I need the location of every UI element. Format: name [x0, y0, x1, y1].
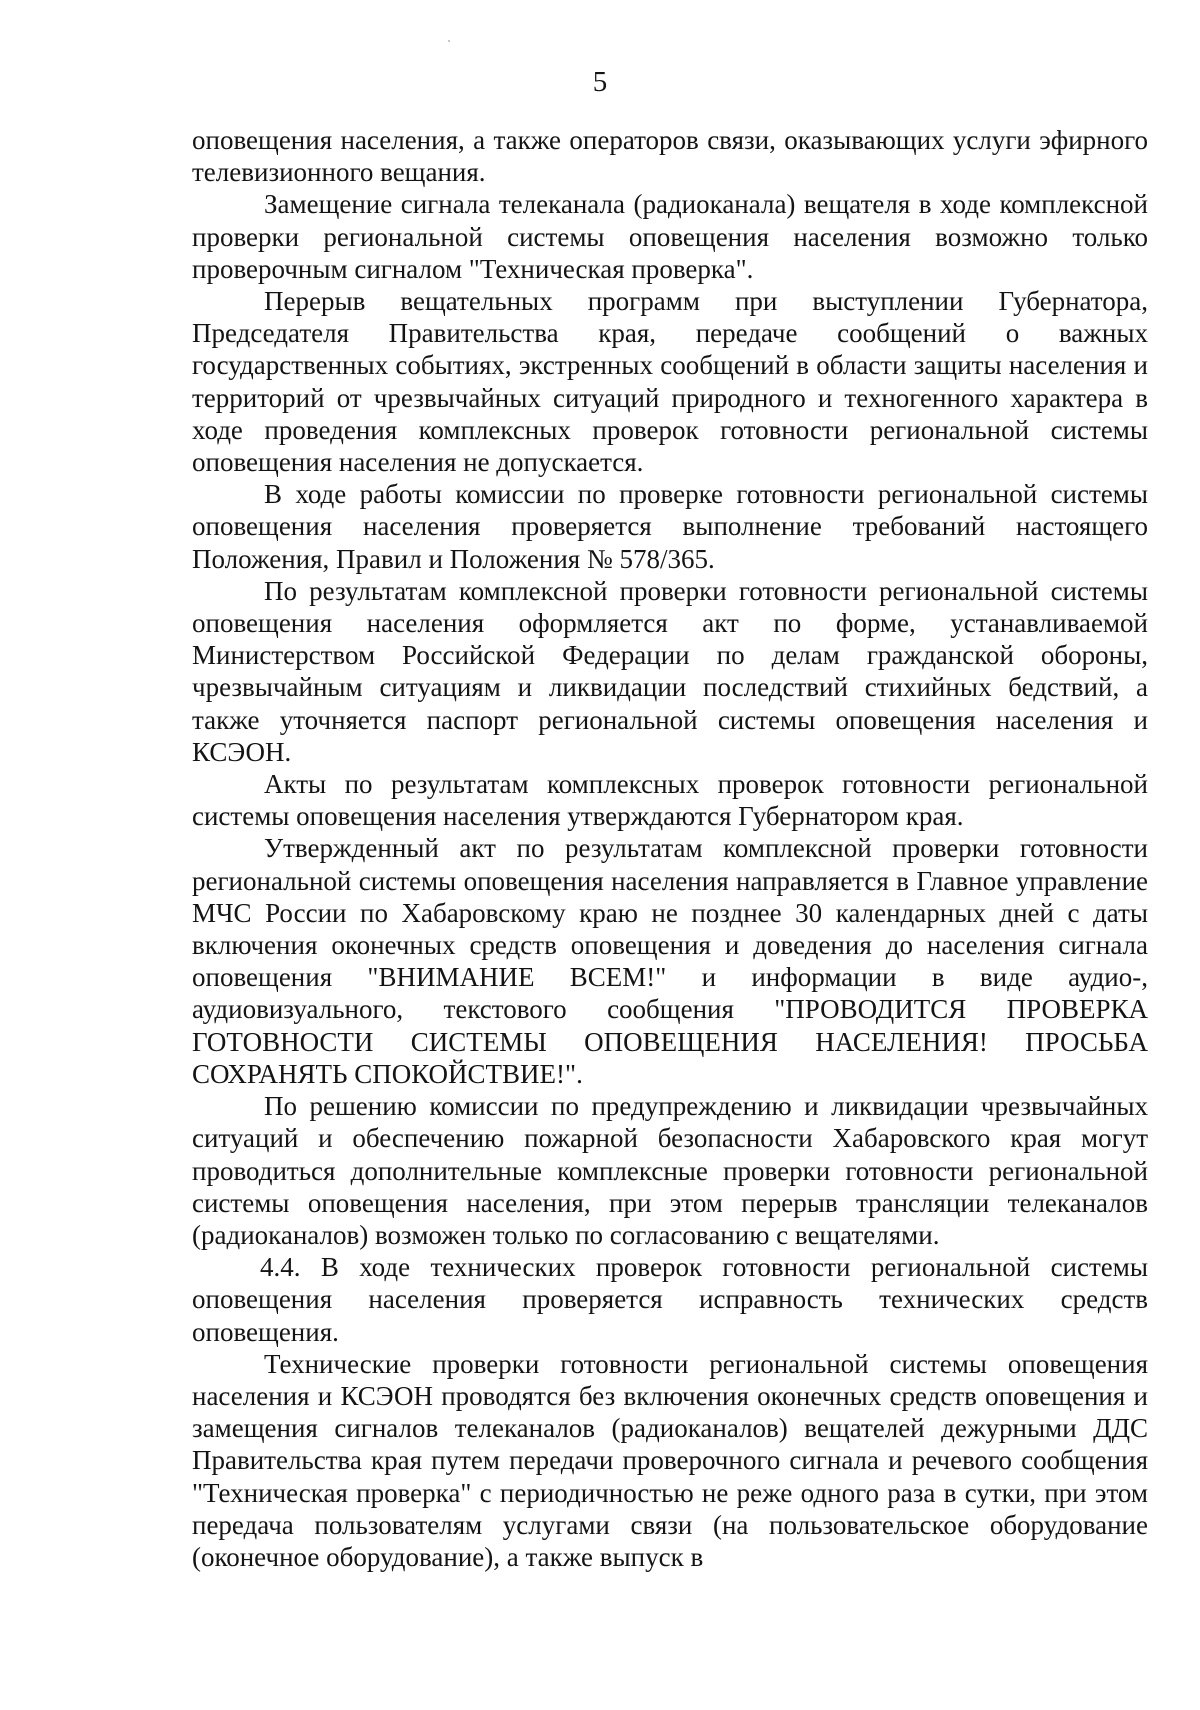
document-body: [192, 124, 1148, 1573]
paragraph-section-4-4: 4.4. В ходе технических проверок готовности региональной системы оповещения населения проверяется исправность технических средств оповещения.: [192, 1252, 1148, 1347]
paragraph: По результатам комплексной проверки готовности региональной системы оповещения населения оформляется акт по форме, устанавливаемой Министерством Российской Федерации по делам гражданской обороны, чрезвычайным ситуациям и ликвидации последствий стихийных бедствий, а также уточняется паспорт региональной системы оповещения населения и КСЭОН.: [192, 575, 1148, 767]
paragraph-continuation: оповещения населения, а также операторов связи, оказывающих услуги эфирного телевизионного вещания.: [192, 125, 1148, 188]
paragraph: В ходе работы комиссии по проверке готовности региональной системы оповещения населения проверяется выполнение требований настоящего Положения, Правил и Положения № 578/365.: [192, 479, 1148, 574]
paragraph: Перерыв вещательных программ при выступлении Губернатора, Председателя Правительства края, передаче сообщений о важных государственных событиях, экстренных сообщений в области защиты населения и территорий от чрезвычайных ситуаций природного и техногенного характера в ходе проведения комплексных проверок готовности региональной системы оповещения населения не допускается.: [192, 286, 1148, 478]
paragraph: Утвержденный акт по результатам комплексной проверки готовности региональной системы оповещения населения направляется в Главное управление МЧС России по Хабаровскому краю не позднее 30 календарных дней с даты включения оконечных средств оповещения и доведения до населения сигнала оповещения "ВНИМАНИЕ ВСЕМ!" и информации в виде аудио-, аудиовизуального, текстового сообщения "ПРОВОДИТСЯ ПРОВЕРКА ГОТОВНОСТИ СИСТЕМЫ ОПОВЕЩЕНИЯ НАСЕЛЕНИЯ! ПРОСЬБА СОХРАНЯТЬ СПОКОЙСТВИЕ!".: [192, 833, 1148, 1089]
paragraph: По решению комиссии по предупреждению и ликвидации чрезвычайных ситуаций и обеспечению пожарной безопасности Хабаровского края могут проводиться дополнительные комплексные проверки готовности региональной системы оповещения населения, при этом перерыв трансляции телеканалов (радиоканалов) возможен только по согласованию с вещателями.: [192, 1091, 1148, 1250]
page-number: 5: [592, 66, 608, 98]
scan-artifact: [448, 40, 450, 42]
paragraph: Замещение сигнала телеканала (радиоканала) вещателя в ходе комплексной проверки региональной системы оповещения населения возможно только проверочным сигналом "Техническая проверка".: [192, 189, 1148, 284]
paragraph: Акты по результатам комплексных проверок готовности региональной системы оповещения населения утверждаются Губернатором края.: [192, 769, 1148, 832]
paragraph: Технические проверки готовности региональной системы оповещения населения и КСЭОН проводятся без включения оконечных средств оповещения и замещения сигналов телеканалов (радиоканалов) вещателей дежурными ДДС Правительства края путем передачи проверочного сигнала и речевого сообщения "Техническая проверка" с периодичностью не реже одного раза в сутки, при этом передача пользователям услугами связи (на пользовательское оборудование (оконечное оборудование), а также выпуск в: [192, 1348, 1148, 1572]
